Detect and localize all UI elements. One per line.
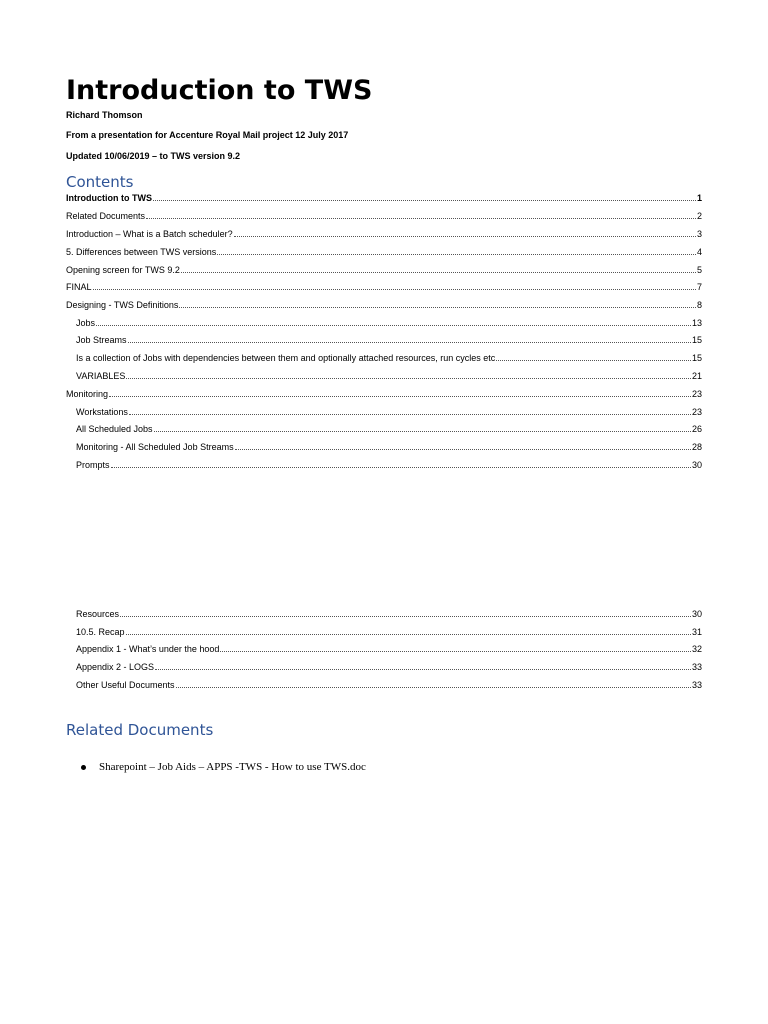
document-author: Richard Thomson bbox=[66, 110, 143, 120]
toc-entry[interactable] bbox=[76, 679, 702, 691]
toc-entry[interactable] bbox=[66, 192, 702, 204]
toc-entry[interactable] bbox=[76, 626, 702, 638]
toc-entry[interactable] bbox=[76, 643, 702, 655]
toc-page-number: 2 bbox=[696, 211, 702, 221]
related-documents-list bbox=[66, 760, 366, 774]
toc-leader bbox=[153, 200, 696, 201]
toc-page-number: 28 bbox=[691, 442, 702, 452]
list-item bbox=[66, 760, 366, 774]
toc-page-number: 31 bbox=[691, 627, 702, 637]
toc-leader bbox=[111, 467, 691, 468]
toc-entry-text: Designing - TWS Definitions bbox=[66, 300, 179, 310]
toc-page-number: 33 bbox=[691, 680, 702, 690]
toc-entry[interactable] bbox=[76, 661, 702, 673]
toc-entry[interactable] bbox=[76, 406, 702, 418]
toc-entry-text: Workstations bbox=[76, 407, 128, 417]
document-updated-note: Updated 10/06/2019 – to TWS version 9.2 bbox=[66, 151, 241, 161]
toc-entry-text: Job Streams bbox=[76, 335, 127, 345]
toc-entry[interactable] bbox=[66, 299, 702, 311]
toc-entry[interactable] bbox=[66, 281, 702, 293]
toc-entry-text: Monitoring - All Scheduled Job Streams bbox=[76, 442, 234, 452]
toc-entry[interactable] bbox=[66, 264, 702, 276]
toc-page-number: 21 bbox=[691, 371, 702, 381]
toc-entry[interactable] bbox=[66, 388, 702, 400]
toc-leader bbox=[120, 616, 691, 617]
toc-entry-text: All Scheduled Jobs bbox=[76, 424, 153, 434]
toc-page-number: 33 bbox=[691, 662, 702, 672]
toc-entry-text: Appendix 2 - LOGS bbox=[76, 662, 155, 672]
related-documents-heading: Related Documents bbox=[66, 721, 214, 739]
toc-page-number: 3 bbox=[696, 229, 702, 239]
toc-entry-text: Related Documents bbox=[66, 211, 146, 221]
toc-entry[interactable] bbox=[76, 352, 702, 364]
toc-entry-text: Resources bbox=[76, 609, 120, 619]
toc-entry[interactable] bbox=[66, 210, 702, 222]
toc-entry[interactable] bbox=[76, 423, 702, 435]
bullet-icon bbox=[81, 765, 86, 770]
toc-leader bbox=[126, 378, 691, 379]
contents-heading: Contents bbox=[66, 173, 134, 191]
toc-leader bbox=[217, 254, 696, 255]
toc-leader bbox=[181, 272, 696, 273]
toc-entry-text: 10.5. Recap bbox=[76, 627, 125, 637]
toc-entry-text: 5. Differences between TWS versions bbox=[66, 247, 217, 257]
toc-page-number: 7 bbox=[696, 282, 702, 292]
toc-leader bbox=[179, 307, 696, 308]
toc-leader bbox=[155, 669, 691, 670]
toc-leader bbox=[234, 236, 696, 237]
toc-entry[interactable] bbox=[76, 608, 702, 620]
toc-page-number: 1 bbox=[696, 193, 702, 203]
toc-entry-text: FINAL bbox=[66, 282, 92, 292]
document-title: Introduction to TWS bbox=[66, 75, 373, 106]
toc-entry[interactable] bbox=[76, 334, 702, 346]
toc-entry[interactable] bbox=[76, 370, 702, 382]
related-document-name: Sharepoint – Job Aids – APPS -TWS - How to use TWS.doc bbox=[99, 761, 366, 773]
toc-entry-text: Introduction to TWS bbox=[66, 193, 152, 203]
toc-page-number: 13 bbox=[691, 318, 702, 328]
toc-page-number: 8 bbox=[696, 300, 702, 310]
toc-leader bbox=[146, 218, 696, 219]
toc-page-number: 23 bbox=[691, 389, 702, 399]
document-source-note: From a presentation for Accenture Royal Mail project 12 July 2017 bbox=[66, 130, 349, 140]
toc-page-number: 26 bbox=[691, 424, 702, 434]
toc-leader bbox=[128, 342, 691, 343]
toc-entry-text: Introduction – What is a Batch scheduler? bbox=[66, 229, 233, 239]
toc-entry-text: Other Useful Documents bbox=[76, 680, 175, 690]
toc-entry[interactable] bbox=[76, 441, 702, 453]
toc-leader bbox=[496, 360, 691, 361]
toc-page-number: 4 bbox=[696, 247, 702, 257]
toc-leader bbox=[109, 396, 691, 397]
toc-entry[interactable] bbox=[76, 459, 702, 471]
toc-entry[interactable] bbox=[66, 228, 702, 240]
toc-leader bbox=[220, 651, 691, 652]
toc-page-number: 23 bbox=[691, 407, 702, 417]
toc-page-number: 30 bbox=[691, 460, 702, 470]
toc-entry-text: Monitoring bbox=[66, 389, 109, 399]
toc-entry-text: Appendix 1 - What’s under the hood bbox=[76, 644, 220, 654]
toc-entry-text: Jobs bbox=[76, 318, 96, 328]
toc-leader bbox=[154, 431, 691, 432]
toc-leader bbox=[235, 449, 691, 450]
toc-page-number: 30 bbox=[691, 609, 702, 619]
toc-leader bbox=[126, 634, 691, 635]
toc-entry[interactable] bbox=[66, 246, 702, 258]
toc-leader bbox=[96, 325, 691, 326]
toc-entry-text: Opening screen for TWS 9.2 bbox=[66, 265, 180, 275]
toc-entry-text: Prompts bbox=[76, 460, 110, 470]
toc-page-number: 15 bbox=[691, 353, 702, 363]
toc-leader bbox=[129, 414, 691, 415]
toc-entry-text: Is a collection of Jobs with dependencies between them and optionally attached resources, run cycles etc bbox=[76, 353, 496, 363]
toc-page-number: 32 bbox=[691, 644, 702, 654]
toc-page-number: 5 bbox=[696, 265, 702, 275]
toc-page-number: 15 bbox=[691, 335, 702, 345]
toc-entry[interactable] bbox=[76, 317, 702, 329]
toc-entry-text: VARIABLES bbox=[76, 371, 126, 381]
toc-leader bbox=[93, 289, 696, 290]
toc-leader bbox=[176, 687, 691, 688]
